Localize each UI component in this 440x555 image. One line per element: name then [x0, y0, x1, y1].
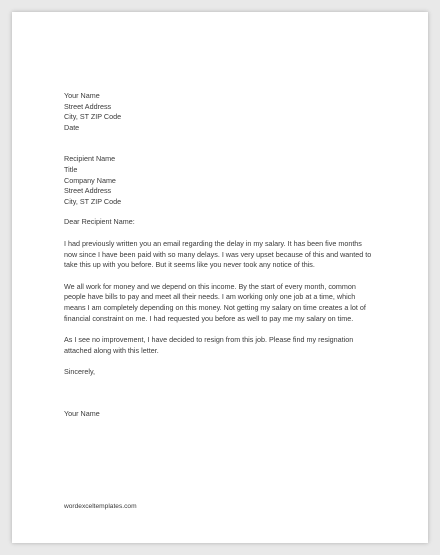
recipient-street: Street Address [64, 186, 112, 196]
recipient-address [64, 154, 394, 207]
sender-street: Street Address [64, 101, 112, 111]
paragraph-1 [64, 239, 394, 271]
recipient-title: Title [64, 164, 78, 174]
letter-body [64, 91, 394, 419]
paragraph-line: attached along with this letter. [64, 345, 159, 355]
paragraph-line: We all work for money and we depend on this income. By the start of every month, common [64, 281, 356, 291]
paragraph-2 [64, 282, 394, 324]
paragraph-line: take this up with you before. But it seems like you never took any notice of this. [64, 260, 315, 270]
paragraph-3 [64, 335, 394, 356]
paragraph-line: financial constraint on me. I had requested you before as well to pay me my salary on time. [64, 313, 354, 323]
paragraph-line: people have bills to pay and meet all their needs. I am working only one job at a time, which [64, 292, 356, 302]
paragraph-line: now since I have been paid with so many delays. I was very upset because of this and wanted to [64, 249, 372, 259]
signature-name: Your Name [64, 408, 100, 418]
recipient-name: Recipient Name [64, 154, 116, 164]
sender-address [64, 91, 394, 133]
paragraph-line: I had previously written you an email regarding the delay in my salary. It has been five months [64, 238, 362, 248]
salutation: Dear Recipient Name: [64, 217, 135, 227]
sender-city: City, ST ZIP Code [64, 112, 122, 122]
sender-name: Your Name [64, 91, 100, 100]
footer-watermark: wordexceltemplates.com [64, 503, 137, 510]
recipient-city: City, ST ZIP Code [64, 196, 122, 206]
letter-page [12, 12, 428, 543]
recipient-company: Company Name [64, 175, 116, 185]
letter-date: Date [64, 122, 80, 132]
paragraph-line: As I see no improvement, I have decided to resign from this job. Please find my resignation [64, 335, 354, 345]
closing: Sincerely, [64, 367, 96, 377]
paragraph-line: means I am completely depending on this money. Not getting my salary on time creates a lot of [64, 302, 366, 312]
